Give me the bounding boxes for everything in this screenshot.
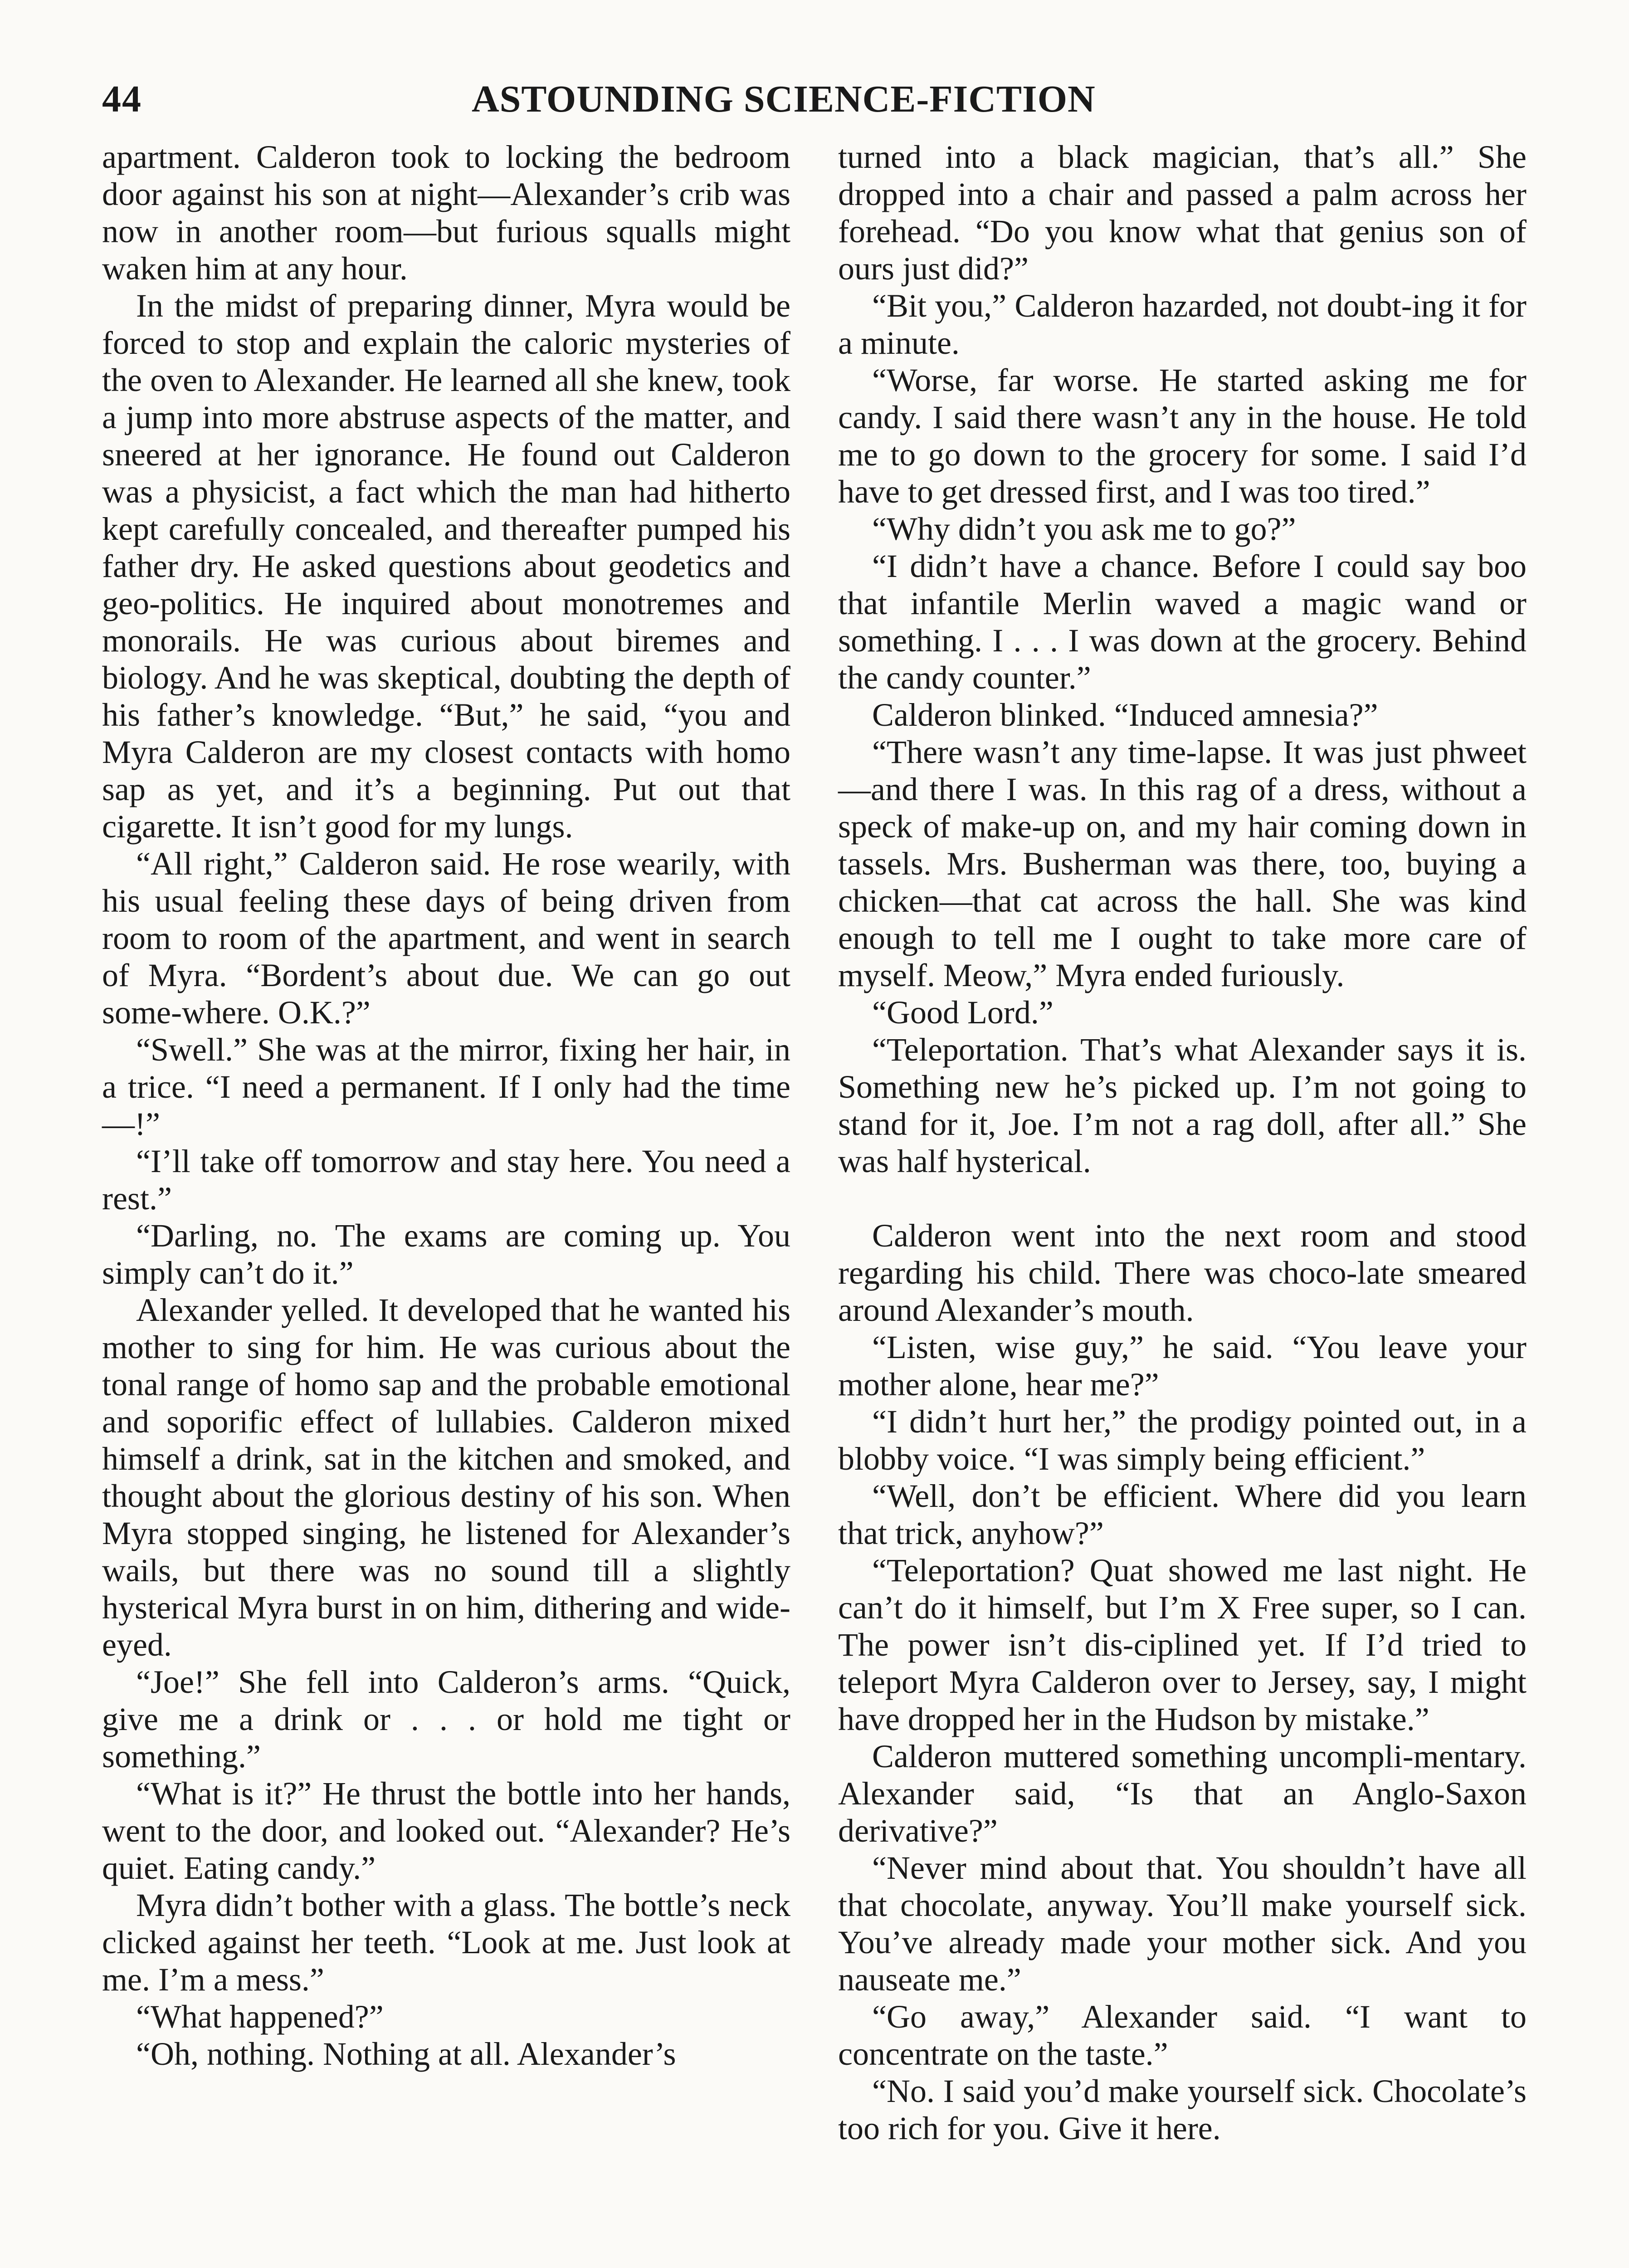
paragraph: “Why didn’t you ask me to go?”	[872, 511, 1296, 547]
paragraph: Calderon went into the next room and stood regarding his child. There was choco-late smeared around Alexander’s mouth.	[838, 1217, 1527, 1328]
paragraph: Calderon blinked. “Induced amnesia?”	[872, 697, 1378, 733]
paragraph: “There wasn’t any time-lapse. It was just phweet—and there I was. In this rag of a dress, without a speck of make-up on, and my hair coming down in tassels. Mrs. Busherman was there, too, buying a chicken—that cat across the hall. She was kind enough to tell me I ought to take more care of myself. Meow,” Myra ended furiously.	[838, 734, 1527, 993]
paragraph: “Worse, far worse. He started asking me for candy. I said there wasn’t any in the house. He told me to go down to the grocery for some. I said I’d have to get dressed first, and I was too tired.”	[838, 362, 1527, 510]
paragraph: Calderon muttered something uncompli-mentary. Alexander said, “Is that an Anglo-Saxon derivative?”	[838, 1738, 1527, 1849]
paragraph: “What is it?” He thrust the bottle into her hands, went to the door, and looked out. “Alexander? He’s quiet. Eating candy.”	[102, 1775, 790, 1886]
paragraph: “Teleportation? Quat showed me last night. He can’t do it himself, but I’m X Free super, so I can. The power isn’t dis-ciplined yet. If I’d tried to teleport Myra Calderon over to Jersey, say, I might have dropped her in the Hudson by mistake.”	[838, 1552, 1527, 1737]
paragraph: “Swell.” She was at the mirror, fixing her hair, in a trice. “I need a permanent. If I only had the time—!”	[102, 1031, 790, 1142]
paragraph: “Go away,” Alexander said. “I want to concentrate on the taste.”	[838, 1999, 1527, 2072]
right-column	[838, 138, 1527, 2147]
paragraph: “I’ll take off tomorrow and stay here. You need a rest.”	[102, 1143, 790, 1217]
paragraph: Alexander yelled. It developed that he wanted his mother to sing for him. He was curious about the tonal range of homo sap and the probable emotional and soporific effect of lullabies. Calderon mixed himself a drink, sat in the kitchen and smoked, and thought about the glorious destiny of his son. When Myra stopped singing, he listened for Alexander’s wails, but there was no sound till a slightly hysterical Myra burst in on him, dithering and wide-eyed.	[102, 1292, 790, 1663]
page-number: 44	[102, 78, 142, 120]
paragraph: “Good Lord.”	[872, 994, 1053, 1031]
paragraph: turned into a black magician, that’s all.” She dropped into a chair and passed a palm across her forehead. “Do you know what that genius son of ours just did?”	[838, 139, 1527, 287]
paragraph: “Listen, wise guy,” he said. “You leave your mother alone, hear me?”	[838, 1329, 1527, 1403]
paragraph: “All right,” Calderon said. He rose wearily, with his usual feeling these days of being driven from room to room of the apartment, and went in search of Myra. “Bordent’s about due. We can go out some-where. O.K.?”	[102, 846, 790, 1031]
paragraph: apartment. Calderon took to locking the bedroom door against his son at night—Alexander’s crib was now in another room—but furious squalls might waken him at any hour.	[102, 139, 790, 287]
paragraph: “Bit you,” Calderon hazarded, not doubt-ing it for a minute.	[838, 288, 1527, 361]
paragraph: “Joe!” She fell into Calderon’s arms. “Quick, give me a drink or . . . or hold me tight or something.”	[102, 1664, 790, 1774]
paragraph: “I didn’t hurt her,” the prodigy pointed out, in a blobby voice. “I was simply being efficient.”	[838, 1403, 1527, 1477]
paragraph: “Well, don’t be efficient. Where did you learn that trick, anyhow?”	[838, 1478, 1527, 1551]
paragraph: In the midst of preparing dinner, Myra would be forced to stop and explain the caloric mysteries of the oven to Alexander. He learned all she knew, took a jump into more abstruse aspects of the matter, and sneered at her ignorance. He found out Calderon was a physicist, a fact which the man had hitherto kept carefully concealed, and thereafter pumped his father dry. He asked questions about geodetics and geo-politics. He inquired about monotremes and monorails. He was curious about biremes and biology. And he was skeptical, doubting the depth of his father’s knowledge. “But,” he said, “you and Myra Calderon are my closest contacts with homo sap as yet, and it’s a beginning. Put out that cigarette. It isn’t good for my lungs.	[102, 288, 790, 845]
paragraph: Myra didn’t bother with a glass. The bottle’s neck clicked against her teeth. “Look at me. Just look at me. I’m a mess.”	[102, 1887, 790, 1998]
paragraph: “I didn’t have a chance. Before I could say boo that infantile Merlin waved a magic wand or something. I . . . I was down at the grocery. Behind the candy counter.”	[838, 548, 1527, 696]
left-column	[102, 138, 790, 2072]
paragraph: “Never mind about that. You shouldn’t have all that chocolate, anyway. You’ll make yourself sick. You’ve already made your mother sick. And you nauseate me.”	[838, 1850, 1527, 1998]
paragraph: “What happened?”	[136, 1999, 384, 2035]
running-head: ASTOUNDING SCIENCE-FICTION	[472, 78, 1096, 120]
paragraph: “Darling, no. The exams are coming up. You simply can’t do it.”	[102, 1217, 790, 1291]
paragraph: “No. I said you’d make yourself sick. Chocolate’s too rich for you. Give it here.	[838, 2073, 1527, 2146]
paragraph: “Teleportation. That’s what Alexander says it is. Something new he’s picked up. I’m not going to stand for it, Joe. I’m not a rag doll, after all.” She was half hysterical.	[838, 1031, 1527, 1179]
page-header	[102, 68, 1531, 132]
paragraph: “Oh, nothing. Nothing at all. Alexander’s	[136, 2036, 676, 2072]
